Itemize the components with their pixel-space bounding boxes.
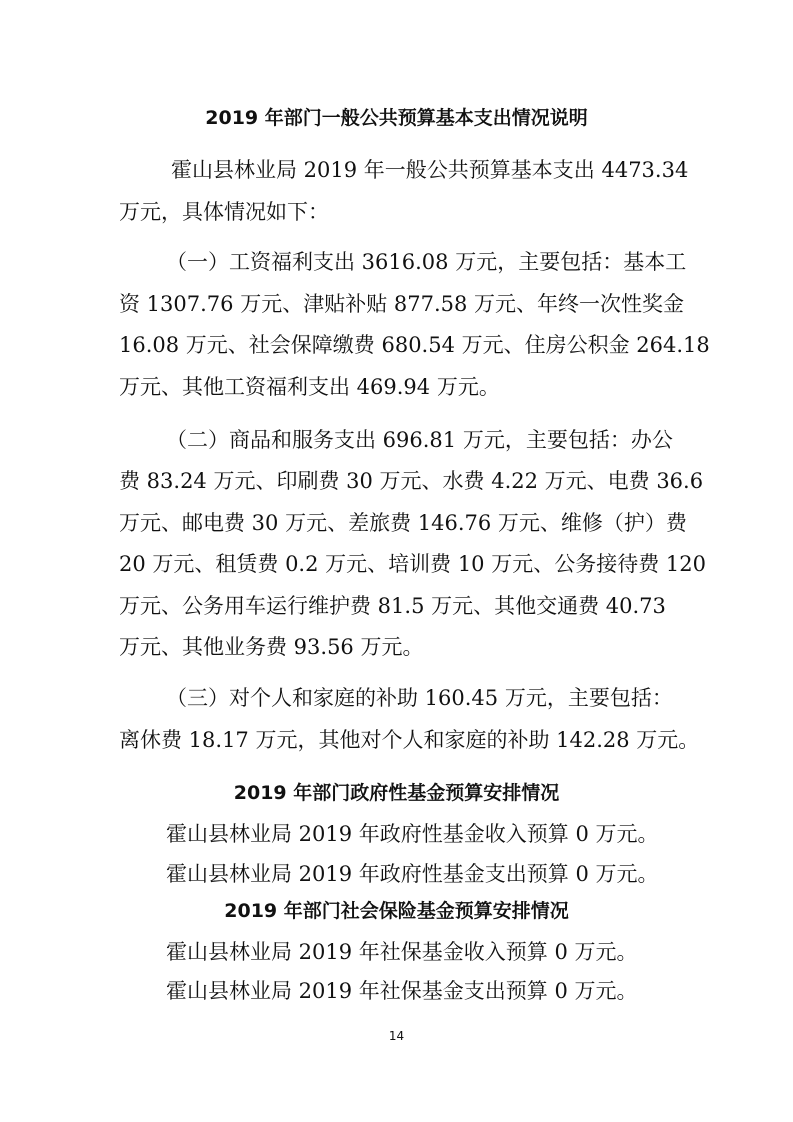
paragraph-government-fund-income: 霍山县林业局 2019 年政府性基金收入预算 0 万元。: [166, 822, 659, 846]
paragraph-government-fund-expense: 霍山县林业局 2019 年政府性基金支出预算 0 万元。: [166, 862, 659, 886]
page-number: 14: [388, 1029, 405, 1043]
paragraph-line: 万元、其他工资福利支出 469.94 万元。: [119, 375, 500, 399]
paragraph-line: （二）商品和服务支出 696.81 万元，主要包括：办公: [166, 428, 673, 452]
paragraph-line: 16.08 万元、社会保障缴费 680.54 万元、住房公积金 264.18: [119, 333, 710, 357]
paragraph-line: 万元、公务用车运行维护费 81.5 万元、其他交通费 40.73: [119, 594, 666, 618]
paragraph-line: 万元、邮电费 30 万元、差旅费 146.76 万元、维修（护）费: [119, 511, 687, 535]
paragraph-line: （一）工资福利支出 3616.08 万元，主要包括：基本工: [166, 250, 687, 274]
paragraph-social-fund-expense: 霍山县林业局 2019 年社保基金支出预算 0 万元。: [166, 979, 638, 1003]
section-title-government-fund: 2019 年部门政府性基金预算安排情况: [233, 782, 560, 804]
paragraph-line: 资 1307.76 万元、津贴补贴 877.58 万元、年终一次性奖金: [119, 292, 685, 316]
paragraph-line: 离休费 18.17 万元，其他对个人和家庭的补助 142.28 万元。: [119, 728, 700, 752]
paragraph-line: （三）对个人和家庭的补助 160.45 万元，主要包括：: [166, 686, 673, 710]
paragraph-line: 费 83.24 万元、印刷费 30 万元、水费 4.22 万元、电费 36.6: [119, 469, 704, 493]
paragraph-line: 万元，具体情况如下：: [119, 200, 329, 224]
paragraph-line: 霍山县林业局 2019 年一般公共预算基本支出 4473.34: [171, 158, 689, 182]
paragraph-line: 20 万元、租赁费 0.2 万元、培训费 10 万元、公务接待费 120: [119, 552, 706, 576]
paragraph-line: 万元、其他业务费 93.56 万元。: [119, 635, 424, 659]
section-title-general-budget: 2019 年部门一般公共预算基本支出情况说明: [205, 107, 588, 129]
paragraph-social-fund-income: 霍山县林业局 2019 年社保基金收入预算 0 万元。: [166, 940, 638, 964]
section-title-social-insurance-fund: 2019 年部门社会保险基金预算安排情况: [224, 900, 569, 922]
